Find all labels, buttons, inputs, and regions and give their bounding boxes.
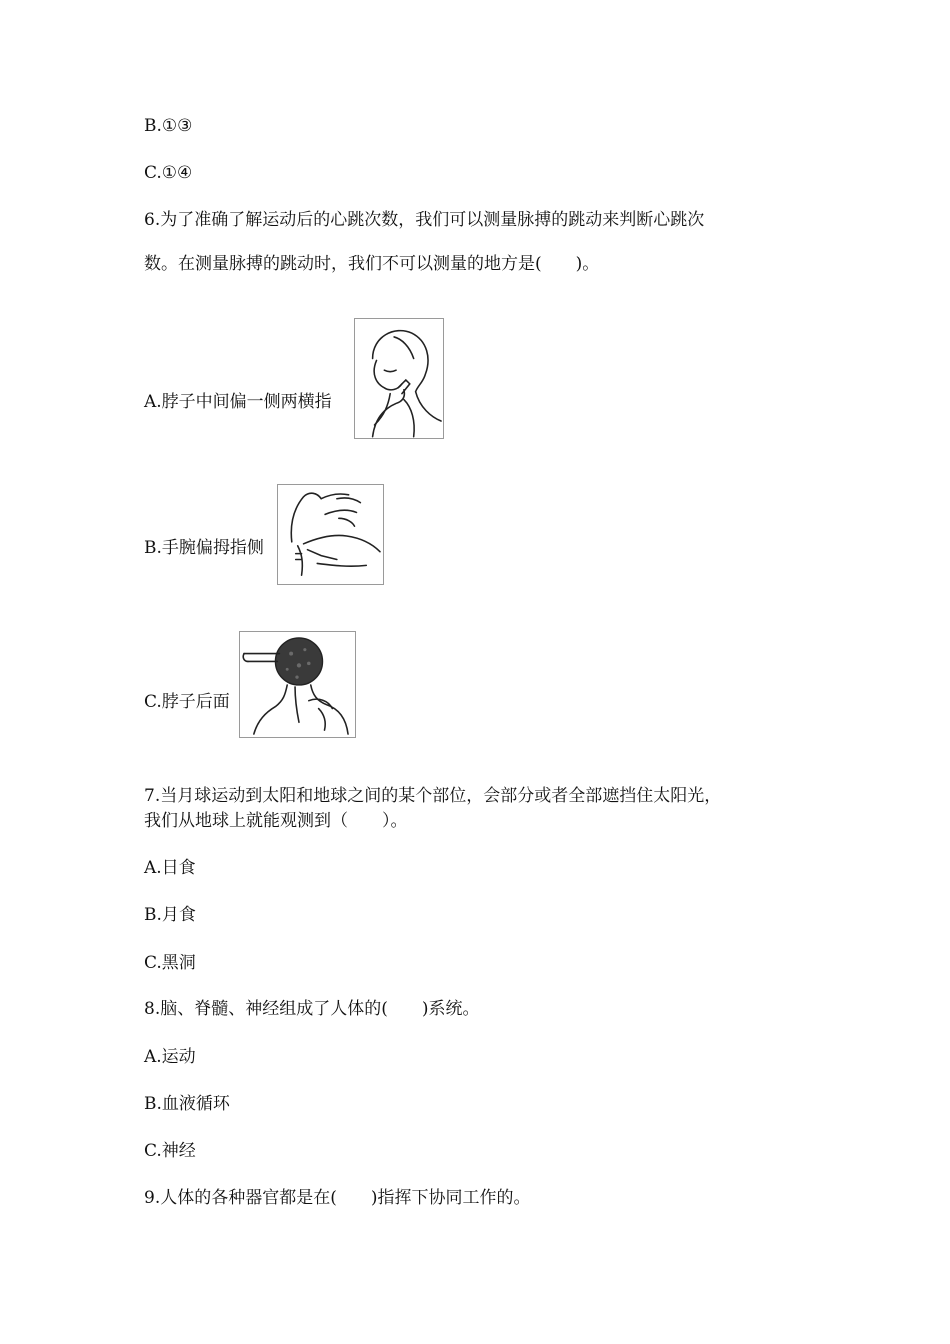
q7-option-c: C.黑洞 (144, 953, 196, 973)
q8-option-a: A.运动 (144, 1047, 196, 1067)
q6-stem-line1: 6.为了准确了解运动后的心跳次数，我们可以测量脉搏的跳动来判断心跳次 (144, 210, 705, 230)
q8-option-b: B.血液循环 (144, 1094, 230, 1114)
q5-option-b: B.①③ (144, 116, 193, 136)
neck-pulse-drawing (355, 319, 443, 438)
q5-option-c: C.①④ (144, 163, 193, 183)
wrist-pulse-illustration (277, 484, 384, 585)
wrist-pulse-drawing (278, 485, 383, 584)
back-of-neck-illustration (239, 631, 356, 738)
back-of-neck-drawing (240, 632, 355, 737)
q6-option-c: C.脖子后面 (144, 692, 230, 712)
q6-stem-line2: 数。在测量脉搏的跳动时，我们不可以测量的地方是( )。 (144, 254, 600, 274)
q7-stem-line2: 我们从地球上就能观测到（ ）。 (144, 811, 408, 831)
q9-stem: 9.人体的各种器官都是在( )指挥下协同工作的。 (144, 1188, 531, 1208)
q8-stem: 8.脑、脊髓、神经组成了人体的( )系统。 (144, 999, 480, 1019)
q6-option-b: B.手腕偏拇指侧 (144, 538, 264, 558)
q7-option-a: A.日食 (144, 858, 196, 878)
q7-stem-line1: 7.当月球运动到太阳和地球之间的某个部位，会部分或者全部遮挡住太阳光， (144, 786, 722, 806)
neck-pulse-illustration (354, 318, 444, 439)
q6-option-a: A.脖子中间偏一侧两横指 (144, 392, 332, 412)
q7-option-b: B.月食 (144, 905, 196, 925)
q8-option-c: C.神经 (144, 1141, 196, 1161)
